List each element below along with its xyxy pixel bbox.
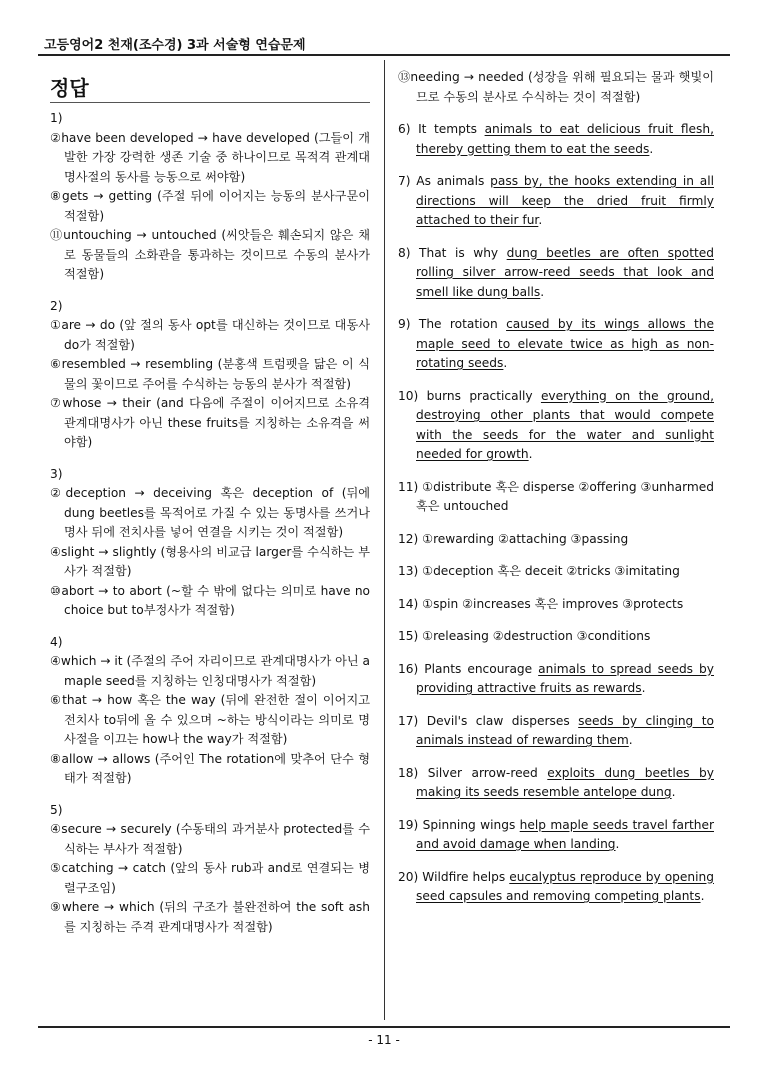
correction-item: ①are → do (앞 절의 동사 opt를 대신하는 것이므로 대동사 do가 적절함)	[50, 318, 370, 352]
answer-text: 10) burns practically	[398, 388, 541, 403]
answer-text: .	[528, 447, 533, 461]
answer-item	[398, 627, 714, 647]
answer-item	[398, 660, 714, 699]
correction-item: ④which → it (주절의 주어 자리이므로 관계대명사가 아닌 a maple seed를 지칭하는 인칭대명사가 적절함)	[50, 654, 370, 688]
answer-text: 17) Devil's claw disperses	[398, 713, 579, 728]
answer-text: 8) That is why	[398, 245, 507, 260]
question-number: 5)	[50, 802, 63, 817]
answer-text: 13) ①deception 혹은 deceit ②tricks ③imitating	[398, 564, 680, 578]
answer-text: 15) ①releasing ②destruction ③conditions	[398, 629, 651, 643]
answer-text: 7) As animals	[398, 174, 491, 188]
underlined-answer: dung beetles are often spotted rolling silver arrow-reed seeds that look and smell like dung balls	[416, 245, 714, 299]
underlined-answer: eucalyptus reproduce by opening seed capsules and removing competing plants	[416, 869, 714, 903]
correction-item: ⑥resembled → resembling (분홍색 트럼펫을 닮은 이 식물의 꽃이므로 주어를 수식하는 능동의 분사가 적절함)	[50, 357, 370, 391]
question-number: 3)	[50, 466, 63, 481]
question-number: 2)	[50, 298, 63, 313]
answer-text: .	[628, 733, 633, 747]
answer-text: 19) Spinning wings	[398, 817, 520, 832]
answer-item	[398, 244, 714, 303]
correction-item: ⑨where → which (뒤의 구조가 불완전하여 the soft ash를 지칭하는 주격 관계대명사가 적절함)	[50, 900, 370, 934]
column-divider	[384, 60, 385, 1020]
right-column	[398, 68, 714, 920]
answer-item	[398, 595, 714, 615]
answer-text: .	[700, 889, 705, 903]
underlined-answer: animals to spread seeds by providing attractive fruits as rewards	[416, 661, 714, 695]
answer-text: .	[615, 837, 620, 851]
underlined-answer: pass by, the hooks extending in all directions will keep the dried fruit firmly attached to their fur	[416, 174, 714, 227]
answer-text: ⑬needing → needed (성장을 위해 필요되는 물과 햇빛이므로 수동의 분사로 수식하는 것이 적절함)	[398, 70, 714, 104]
answer-item	[398, 816, 714, 855]
header-title: 고등영어2 천재(조수경) 3과 서술형 연습문제	[44, 38, 306, 53]
answer-text: 6) It tempts	[398, 122, 485, 136]
correction-item: ⑧allow → allows (주어인 The rotation에 맞추어 단수 형태가 적절함)	[50, 751, 370, 785]
correction-item: ④slight → slightly (형용사의 비교급 larger를 수식하는 부사가 적절함)	[50, 544, 370, 578]
answer-item	[398, 315, 714, 374]
answer-sections	[50, 109, 370, 937]
answer-title: 정답	[50, 76, 89, 100]
answer-item	[398, 478, 714, 517]
answer-item	[398, 120, 714, 159]
correction-item: ⑧gets → getting (주절 뒤에 이어지는 능동의 분사구문이 적절함)	[50, 189, 370, 223]
correction-item: ④secure → securely (수동태의 과거분사 protected를 수식하는 부사가 적절함)	[50, 822, 370, 856]
underlined-answer: caused by its wings allows the maple seed to elevate twice as high as non-rotating seeds	[416, 317, 714, 370]
correction-item: ⑩abort → to abort (~할 수 밖에 없다는 의미로 have no choice but to부정사가 적절함)	[50, 583, 370, 617]
answer-text: 16) Plants encourage	[398, 661, 539, 676]
answer-item	[398, 712, 714, 751]
answer-text: .	[538, 213, 543, 227]
answer-text: .	[671, 785, 676, 799]
page-header	[38, 32, 730, 56]
answer-text: 11) ①distribute 혹은 disperse ②offering ③unharmed 혹은 untouched	[398, 479, 714, 513]
page-number: - 11 -	[368, 1033, 400, 1047]
underlined-answer: exploits dung beetles by making its seeds resemble antelope dung	[416, 765, 714, 799]
left-column	[50, 68, 370, 937]
answer-text: 12) ①rewarding ②attaching ③passing	[398, 531, 629, 546]
correction-item: ⑪untouching → untouched (씨앗들은 훼손되지 않은 채로 동물들의 소화관을 통과하는 것이므로 수동의 분사가 적절함)	[50, 228, 370, 281]
answer-item	[398, 68, 714, 107]
question-number: 4)	[50, 634, 63, 649]
answer-item	[398, 387, 714, 465]
answer-text: .	[503, 356, 508, 370]
title-divider	[50, 102, 370, 103]
answer-text: 20) Wildfire helps	[398, 869, 510, 884]
answer-text: .	[540, 284, 545, 299]
answer-text: 18) Silver arrow-reed	[398, 765, 548, 780]
question-number: 1)	[50, 111, 63, 125]
correction-item: ②have been developed → have developed (그들이 개발한 가장 강력한 생존 기술 중 하나이므로 목적격 관계대명사절의 동사를 능동으로 써야함)	[50, 130, 370, 184]
answer-item	[398, 868, 714, 907]
correction-item: ②deception → deceiving 혹은 deception of (뒤에 dung beetles를 목적어로 가질 수 있는 동명사를 쓰거나 명사 뒤에 전치사를 넣어 연결을 시키는 것이 적절함)	[50, 486, 370, 539]
answer-text: .	[649, 141, 654, 156]
answer-item	[398, 562, 714, 582]
underlined-answer: animals to eat delicious fruit flesh, thereby getting them to eat the seeds	[416, 122, 714, 156]
answer-item	[398, 764, 714, 803]
answer-item	[398, 530, 714, 550]
answer-text: .	[641, 681, 646, 695]
answer-text: 14) ①spin ②increases 혹은 improves ③protects	[398, 596, 684, 611]
correction-item: ⑥that → how 혹은 the way (뒤에 완전한 절이 이어지고 전치사 to뒤에 올 수 있으며 ~하는 방식이라는 의미로 명사절을 이끄는 how나 the way가 적절함)	[50, 693, 370, 746]
correction-item: ⑤catching → catch (앞의 동사 rub과 and로 연결되는 병렬구조임)	[50, 861, 370, 895]
underlined-answer: everything on the ground, destroying other plants that would compete with the seeds for the water and sunlight needed for growth	[416, 388, 714, 461]
correction-item: ⑦whose → their (and 다음에 주절이 이어지므로 소유격 관계대명사가 아닌 these fruits를 지칭하는 소유격을 써야함)	[50, 396, 370, 449]
underlined-answer: seeds by clinging to animals instead of rewarding them	[416, 713, 714, 747]
underlined-answer: help maple seeds travel farther and avoid damage when landing	[416, 817, 714, 851]
footer-rule	[38, 1026, 730, 1028]
answer-text: 9) The rotation	[398, 317, 507, 331]
answer-item	[398, 172, 714, 231]
